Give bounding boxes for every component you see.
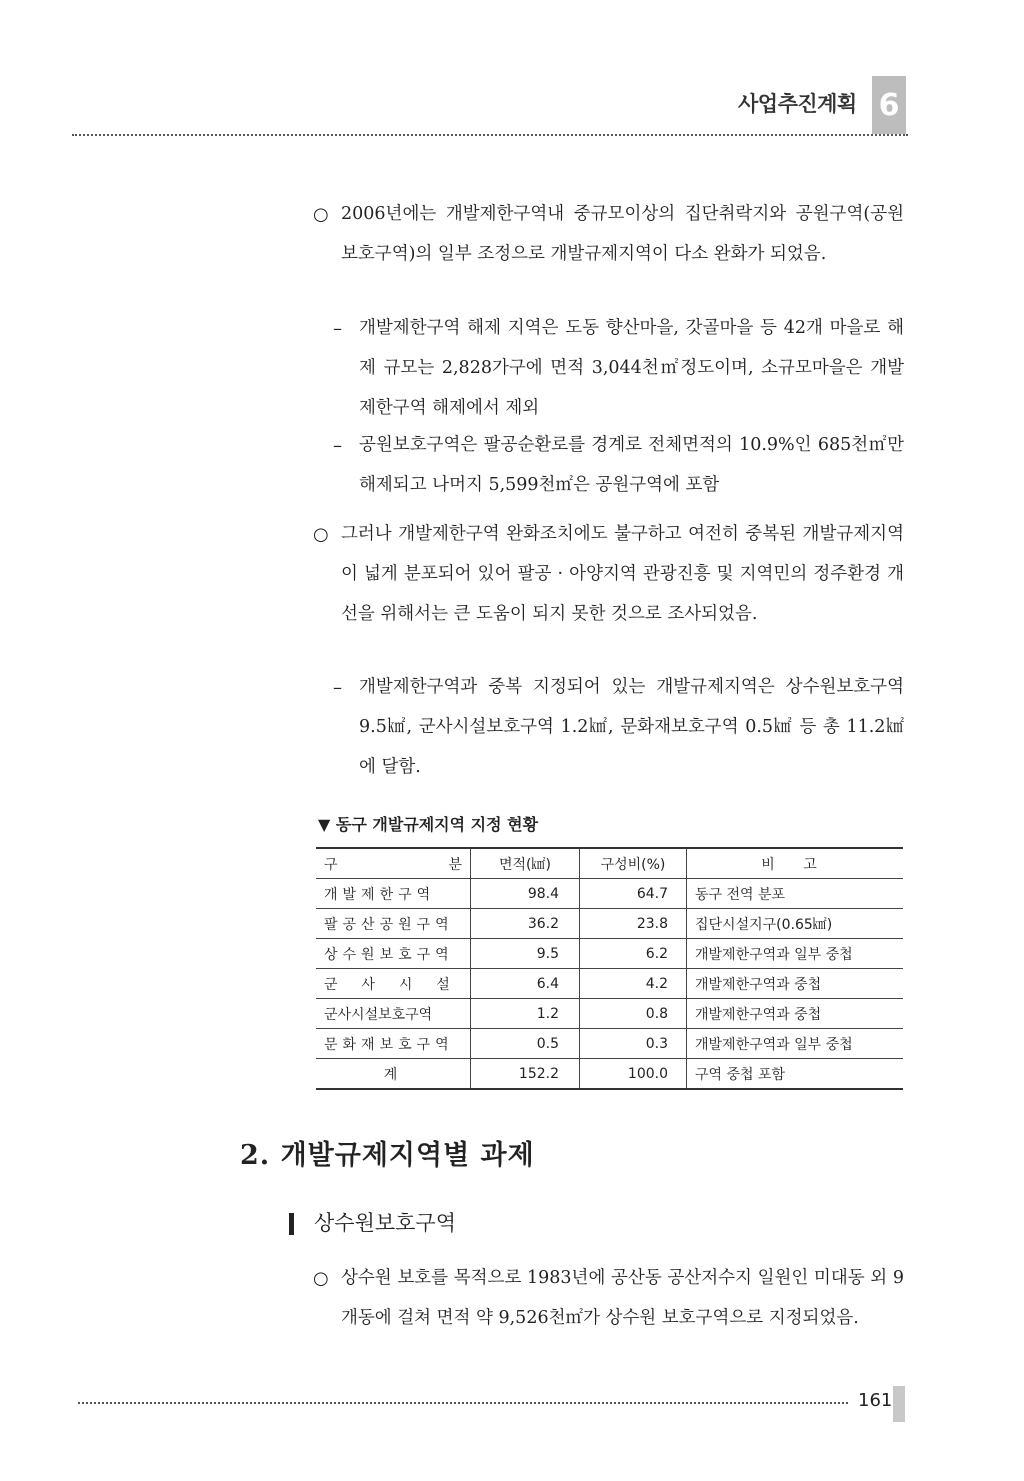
- cell-category: 상수원보호구역: [316, 939, 471, 969]
- subsection-title: 상수원보호구역: [314, 1211, 457, 1235]
- table-row: [316, 879, 903, 909]
- cell-ratio: 23.8: [580, 909, 687, 939]
- cell-note: 개발제한구역과 일부 중첩: [687, 1029, 904, 1059]
- cell-area: 9.5: [471, 939, 580, 969]
- cell-total-ratio: 100.0: [580, 1059, 687, 1090]
- header-ratio: 구성비(%): [580, 848, 687, 879]
- section-heading: 2. 개발규제지역별 과제: [240, 1140, 535, 1171]
- paragraph-gb-release: 개발제한구역 해제 지역은 도동 향산마을, 갓골마을 등 42개 마을로 해제 규모는 2,828가구에 면적 3,044천㎡정도이며, 소규모마을은 개발제한구역 해제에서 제외: [359, 318, 904, 418]
- subsection-bar-icon: [289, 1213, 294, 1235]
- bullet-marker: ○: [313, 524, 329, 545]
- dash-marker: –: [333, 677, 342, 698]
- cell-category: 개발제한구역: [316, 879, 471, 909]
- table-row: [316, 1029, 903, 1059]
- header-divider: [72, 134, 908, 136]
- table-row: [316, 909, 903, 939]
- regulation-table: [316, 847, 903, 1090]
- cell-area: 1.2: [471, 999, 580, 1029]
- cell-note: 동구 전역 분포: [687, 879, 904, 909]
- cell-ratio: 0.8: [580, 999, 687, 1029]
- cell-category: 문화재보호구역: [316, 1029, 471, 1059]
- chapter-title: 사업추진계획: [738, 92, 857, 116]
- cell-note: 개발제한구역과 일부 중첩: [687, 939, 904, 969]
- paragraph-water-protection: 상수원 보호를 목적으로 1983년에 공산동 공산저수지 일원인 미대동 외 9개동에 걸쳐 면적 약 9,526천㎡가 상수원 보호구역으로 지정되었음.: [341, 1268, 904, 1328]
- header-note: 비 고: [687, 848, 904, 879]
- cell-area: 98.4: [471, 879, 580, 909]
- chapter-number-badge: 6: [872, 76, 906, 134]
- header-area: 면적(㎢): [471, 848, 580, 879]
- bullet-marker: ○: [313, 1268, 329, 1289]
- cell-area: 6.4: [471, 969, 580, 999]
- footer-divider: [78, 1402, 848, 1404]
- dash-marker: –: [333, 318, 342, 339]
- table-total-row: [316, 1059, 903, 1090]
- cell-total-area: 152.2: [471, 1059, 580, 1090]
- cell-category: 군 사 시 설: [316, 969, 471, 999]
- cell-ratio: 4.2: [580, 969, 687, 999]
- cell-area: 36.2: [471, 909, 580, 939]
- cell-ratio: 6.2: [580, 939, 687, 969]
- cell-total-label: 계: [316, 1059, 471, 1090]
- page-number: 161: [858, 1390, 893, 1411]
- cell-area: 0.5: [471, 1029, 580, 1059]
- table-row: [316, 939, 903, 969]
- cell-total-note: 구역 중첩 포함: [687, 1059, 904, 1090]
- paragraph-overlap-areas: 개발제한구역과 중복 지정되어 있는 개발규제지역은 상수원보호구역 9.5㎢, 군사시설보호구역 1.2㎢, 문화재보호구역 0.5㎢ 등 총 11.2㎢에 달함.: [359, 677, 904, 777]
- cell-note: 집단시설지구(0.65㎢): [687, 909, 904, 939]
- cell-category: 군사시설보호구역: [316, 999, 471, 1029]
- cell-ratio: 64.7: [580, 879, 687, 909]
- table-row: [316, 969, 903, 999]
- cell-category: 팔공산공원구역: [316, 909, 471, 939]
- table-caption: ▼ 동구 개발규제지역 지정 현황: [318, 815, 539, 834]
- page-edge-tab: [893, 1386, 905, 1422]
- cell-note: 개발제한구역과 중첩: [687, 999, 904, 1029]
- table-header-row: [316, 848, 903, 879]
- header-category: 구 분: [316, 848, 471, 879]
- dash-marker: –: [333, 435, 342, 456]
- cell-ratio: 0.3: [580, 1029, 687, 1059]
- cell-note: 개발제한구역과 중첩: [687, 969, 904, 999]
- paragraph-park-release: 공원보호구역은 팔공순환로를 경계로 전체면적의 10.9%인 685천㎡만 해제되고 나머지 5,599천㎡은 공원구역에 포함: [359, 435, 904, 495]
- table-row: [316, 999, 903, 1029]
- bullet-marker: ○: [313, 204, 329, 225]
- paragraph-overlap-issue: 그러나 개발제한구역 완화조치에도 불구하고 여전히 중복된 개발규제지역이 넓게 분포되어 있어 팔공 · 아양지역 관광진흥 및 지역민의 정주환경 개선을 위해서는 큰 도움이 되지 못한 것으로 조사되었음.: [341, 524, 904, 624]
- paragraph-2006-relief: 2006년에는 개발제한구역내 중규모이상의 집단취락지와 공원구역(공원보호구역)의 일부 조정으로 개발규제지역이 다소 완화가 되었음.: [341, 204, 904, 264]
